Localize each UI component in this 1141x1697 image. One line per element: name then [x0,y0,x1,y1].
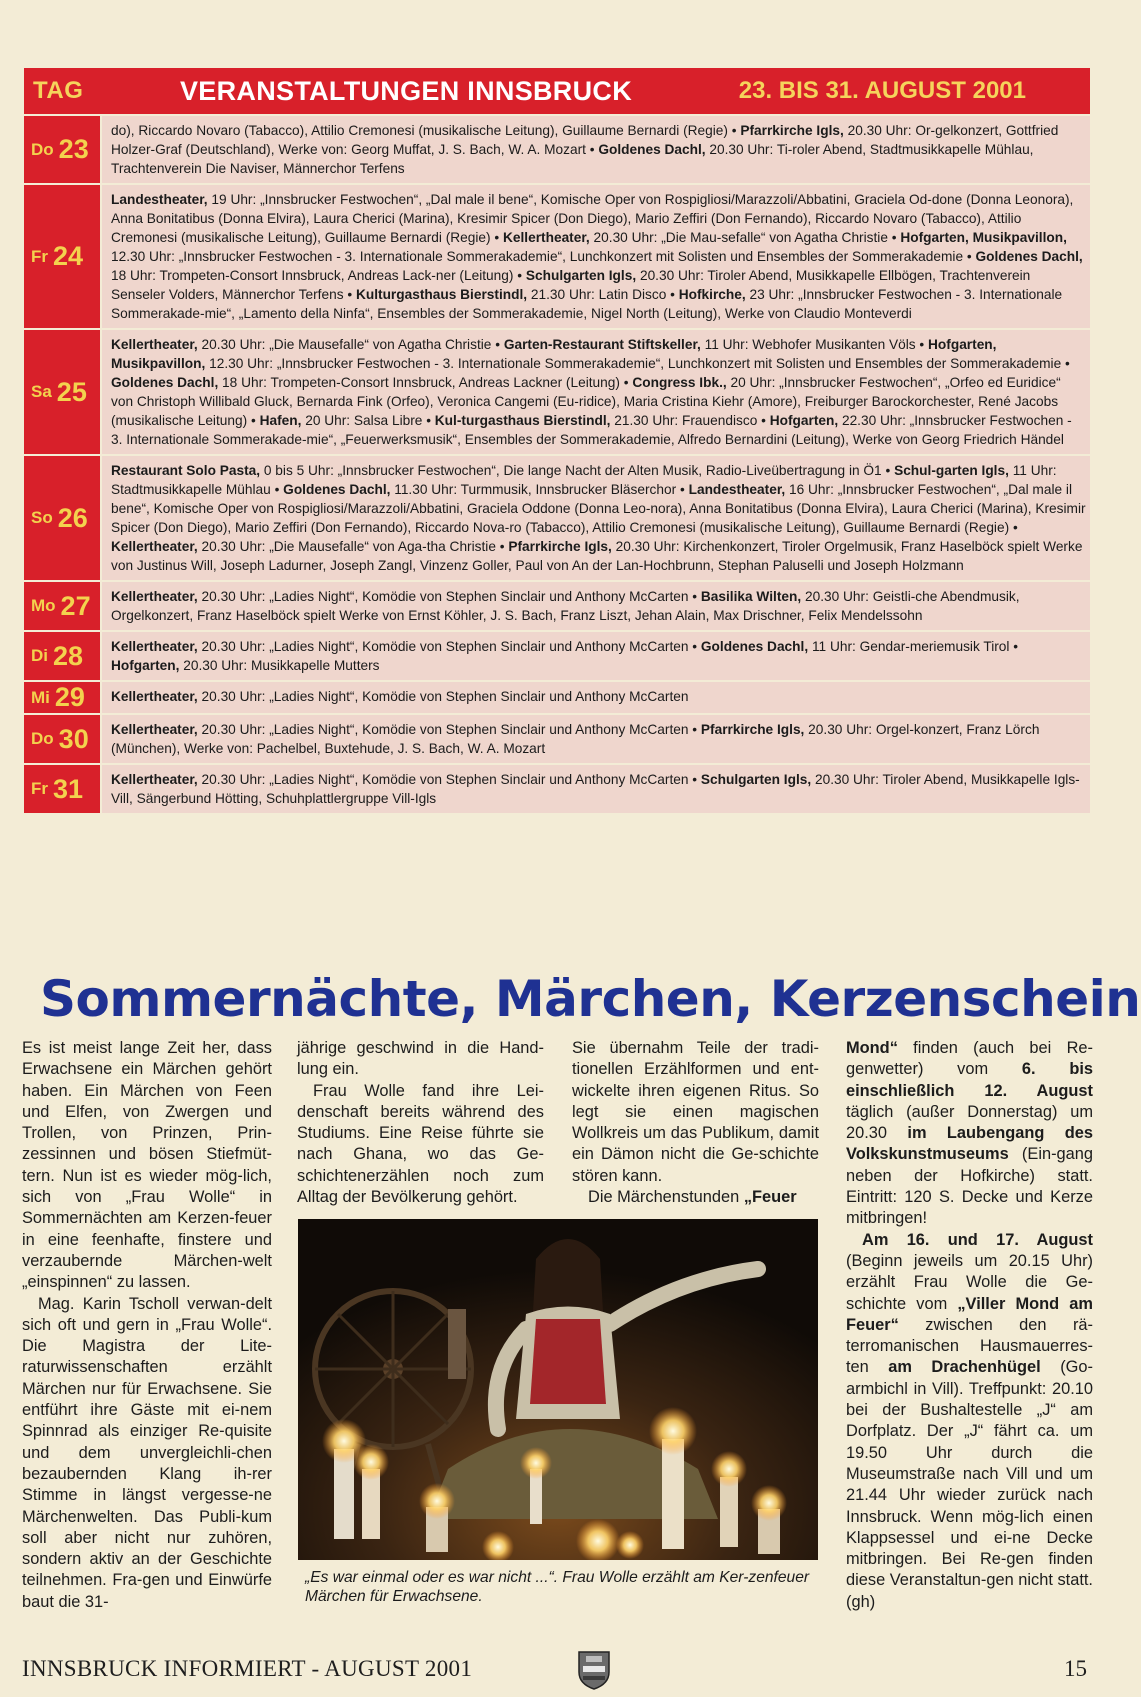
text-run: 11 Uhr: Webhofer Musikanten Völs • [700,337,929,352]
day-number: 26 [57,502,88,533]
event-row [24,630,1090,680]
venue-name: Hofgarten, [769,413,839,428]
day-number: 30 [58,723,89,754]
weekday-label: Fr [31,779,48,798]
venue-name: Kellertheater, [111,722,198,737]
venue-name: Landestheater, [688,482,786,497]
venue-name: Goldenes Dachl, [598,142,706,157]
venue-name: Hofkirche, [678,287,746,302]
venue-name: Basilika Wilten, [700,589,802,604]
article-column-4 [846,1038,1093,1613]
event-description [102,185,1090,328]
storyteller-photo-image [298,1219,818,1560]
venue-name: Kellertheater, [503,230,590,245]
text-run: 20.30 Uhr: Ti-roler Abend, Stadtmusikkapelle Mühlau, Trachtenverein Die Naviser, Männerchor Terfens [111,142,1034,176]
event-day-cell [24,682,100,713]
event-row [24,580,1090,630]
venue-name: Goldenes Dachl, [700,639,809,654]
event-description [102,632,1090,680]
text-run: (Ein-gang neben der Hofkirche) statt. Eintritt: 120 S. Decke und Kerze mitbringen! [846,1145,1093,1228]
event-description [102,456,1090,580]
footer-publication-title: INNSBRUCK INFORMIERT - AUGUST 2001 [22,1656,473,1681]
venue-name: Kellertheater, [111,337,198,352]
text-run: 18 Uhr: Trompeten-Consort Innsbruck, Andreas Lack-ner (Leitung) • [111,268,526,283]
venue-name: Am 16. und 17. August [862,1230,1093,1249]
venue-name: am Drachenhügel [888,1358,1041,1377]
text-run: 22.30 Uhr: „Innsbrucker Festwochen - 3. Internationale Sommerakade-mie“, „Feuerwerksmusik“, Ensembles der Sommerakademie, Alfredo Bernardini (Leitung), Werke von Georg Friedrich Händel [111,413,1072,447]
city-coat-of-arms-icon [577,1650,611,1690]
text-run: Es ist meist lange Zeit her, dass Erwachsene ein Märchen gehört haben. Ein Märchen von Feen und Elfen, von Zwergen und Trollen, von Prinzen, Prin-zessinnen und bösen Stiefmüt-tern. Nun ist es wieder mög-lich, sich von „Frau Wolle“ in Sommernächten am Kerzen-feuer in eine feenhafte, finstere und verzaubernde Märchen-welt „einspinnen“ zu lassen. [22,1039,272,1292]
article-paragraph [572,1187,819,1208]
photo-caption: „Es war einmal oder es war nicht ...“. Frau Wolle erzählt am Ker-zenfeuer Märchen für Erwachsene. [305,1569,810,1605]
event-day-cell [24,765,100,813]
venue-name: Schul-garten Igls, [894,463,1009,478]
venue-name: Hofgarten, Musikpavillon, [111,337,997,371]
venue-name: Goldenes Dachl, [283,482,391,497]
article-paragraph [846,1038,1093,1230]
day-number: 25 [56,376,87,407]
day-number: 23 [58,134,89,164]
text-run: 11 Uhr: Stadtmusikkapelle Mühlau • [111,463,1057,497]
article-paragraph [297,1038,544,1081]
article-paragraph [297,1081,544,1209]
venue-name: Hofgarten, [111,658,180,673]
venue-name: Goldenes Dachl, [111,375,219,390]
article-column-3 [572,1038,819,1208]
article-column-1 [22,1038,272,1613]
text-run: 20.30 Uhr: „Die Mausefalle“ von Aga-tha Christie • [197,539,509,554]
weekday-label: Do [31,139,54,159]
venue-name: Kellertheater, [111,539,198,554]
weekday-label: Do [31,729,54,748]
events-header [24,68,1090,114]
text-run: 20.30 Uhr: „Die Mau-sefalle“ von Agatha Christie • [589,230,901,245]
venue-name: Goldenes Dachl, [975,249,1083,264]
text-run: 12.30 Uhr: „Innsbrucker Festwochen - 3. Internationale Sommerakademie“, Lunchkonzert mit Solisten und Ensembles der Sommerakademie • [111,249,976,264]
text-run: Frau Wolle fand ihre Lei-denschaft bereits während des Studiums. Eine Reise führte sie nach Ghana, wo das Ge-schichtenerzählen noch zum Alltag der Bevölkerung gehört. [297,1081,544,1207]
article-paragraph [22,1038,272,1294]
day-number: 31 [53,773,84,804]
text-run: 21.30 Uhr: Latin Disco • [527,287,679,302]
venue-name: „Viller Mond am Feuer“ [846,1294,1093,1334]
weekday-label: Mo [31,596,56,615]
venue-name: Kellertheater, [111,589,198,604]
text-run: 20.30 Uhr: Musikkapelle Mutters [179,658,380,673]
venue-name: Pfarrkirche Igls, [508,539,612,554]
text-run: (Go-armbichl in Vill). Treffpunkt: 20.10 bei der Bushaltestelle „J“ am Dorfplatz. Der „J“ fährt ca. um 19.50 Uhr durch die Museumstraße nach Vill und um 21.44 Uhr wieder zurück nach Innsbruck. Wenn mög-lich einen Klappsessel und ei-ne Decke mitbringen. Bei Re-gen finden diese Veranstaltun-gen nicht statt. (gh) [846,1358,1093,1611]
event-day-cell [24,116,100,183]
venue-name: Schulgarten Igls, [525,268,637,283]
storyteller-photo [298,1219,818,1560]
article-paragraph [22,1294,272,1613]
event-day-cell [24,632,100,680]
text-run: 19 Uhr: „Innsbrucker Festwochen“, „Dal male il bene“, Komische Oper von Rospigliosi/Marazzoli/Abbatini, Graciela Od-done (Donna Leonora), Anna Bonitatibus (Donna Elvira), Laura Cherici (Marina), Kresimir Spicer (Don Diego), Mario Zeffiri (Don Fernando), Riccardo Novaro (Tabacco), Attilio Cremonesi (musikalische Leitung), Guillaume Bernardi (Regie) • [111,192,1074,245]
text-run: 11 Uhr: Gendar-meriemusik Tirol • [808,639,1019,654]
event-description [102,330,1090,454]
venue-name: Garten-Restaurant Stiftskeller, [503,337,701,352]
header-tag: TAG [33,77,84,104]
event-row [24,763,1090,813]
weekday-label: Di [31,646,48,665]
venue-name: Restaurant Solo Pasta, [111,463,261,478]
event-description [102,765,1090,813]
venue-name: Schulgarten Igls, [700,772,812,787]
event-row [24,328,1090,454]
venue-name: Mond“ [846,1039,898,1057]
text-run: jährige geschwind in die Hand-lung ein. [297,1039,544,1079]
text-run: 20.30 Uhr: Or-gelkonzert, Gottfried Holzer-Graf (Deutschland), Werke von: Georg Muffat, J. S. Bach, W. A. Mozart • [111,123,1059,157]
text-run: 18 Uhr: Trompeten-Consort Innsbruck, Andreas Lackner (Leitung) • [218,375,633,390]
article-paragraph [572,1038,819,1187]
text-run: 23 Uhr: „Innsbrucker Festwochen - 3. Internationale Sommerakade-mie“, „Lamento della Ninfa“, Ensembles der Sommerakademie, Nigel North (Leitung), Werke von Claudio Monteverdi [111,287,1063,321]
venue-name: Kul-turgasthaus Bierstindl, [434,413,611,428]
venue-name: Kellertheater, [111,772,198,787]
weekday-label: So [31,508,53,527]
header-title: VERANSTALTUNGEN INNSBRUCK [180,75,632,106]
text-run: täglich (außer Donnerstag) um 20.30 [846,1102,1093,1143]
text-run: 20.30 Uhr: „Ladies Night“, Komödie von Stephen Sinclair und Anthony McCarten • [197,589,701,604]
text-run: finden (auch bei Re-genwetter) vom [846,1039,1093,1079]
text-run: 20.30 Uhr: „Ladies Night“, Komödie von Stephen Sinclair und Anthony McCarten • [197,772,701,787]
venue-name: Kellertheater, [111,689,198,704]
text-run: do), Riccardo Novaro (Tabacco), Attilio Cremonesi (musikalische Leitung), Guillaume Bernardi (Regie) • [111,123,741,138]
day-number: 28 [53,640,84,671]
event-row [24,454,1090,580]
text-run: 20.30 Uhr: Tiroler Abend, Musikkapelle Igls-Vill, Sängerbund Hötting, Schuhplattlergruppe Vill-Igls [111,772,1080,806]
text-run: 20 Uhr: Salsa Libre • [301,413,435,428]
article-column-2 [297,1038,544,1208]
event-day-cell [24,185,100,328]
weekday-label: Mi [31,687,50,707]
article-headline: Sommernächte, Märchen, Kerzenschein [40,970,1141,1028]
header-dates: 23. BIS 31. AUGUST 2001 [738,77,1026,104]
text-run: Sie übernahm Teile der tradi-tionellen Erzählformen und ent-wickelte ihren eigenen Ritus. So legt sie einen magischen Wollkreis um das Publikum, damit ein Dämon nicht die Ge-schichte stören kann. [572,1039,819,1185]
text-run: 20.30 Uhr: Geistli-che Abendmusik, Orgelkonzert, Franz Haselböck spielt Werke von Ernst Köhler, J. S. Bach, Franz Liszt, Jehan Alain, Max Drischner, Felix Mendelssohn [111,589,1020,623]
text-run: 20.30 Uhr: „Ladies Night“, Komödie von Stephen Sinclair und Anthony McCarten • [197,722,701,737]
article-paragraph [846,1230,1093,1613]
venue-name: Hofgarten, Musikpavillon, [900,230,1067,245]
venue-name: Kulturgasthaus Bierstindl, [355,287,528,302]
text-run: Die Märchenstunden [588,1188,744,1207]
event-day-cell [24,456,100,580]
venue-name: Pfarrkirche Igls, [740,123,844,138]
event-rows [24,114,1090,813]
event-day-cell [24,715,100,763]
event-description [102,582,1090,630]
text-run: 11.30 Uhr: Turmmusik, Innsbrucker Bläserchor • [390,482,689,497]
text-run: 20.30 Uhr: Tiroler Abend, Musikkapelle Ellbögen, Trachtenverein Senseler Volders, Männerchor Terfens • [111,268,1031,302]
event-day-cell [24,582,100,630]
event-description [102,682,1090,713]
weekday-label: Sa [31,382,52,401]
event-description [102,715,1090,763]
venue-name: 6. bis einschließlich 12. August [846,1060,1094,1100]
text-run: (Beginn jeweils um 20.15 Uhr) erzählt Frau Wolle die Ge-schichte vom [846,1251,1093,1313]
text-run: 20.30 Uhr: Kirchenkonzert, Tiroler Orgelmusik, Franz Haselböck spielt Werke von Justinus Will, Joseph Ladurner, Joseph Zangl, Vinzenz Goller, Paul von An der Lan-Hochbrunn, Stephan Paluselli und Joseph Holzmann [111,539,1083,573]
text-run: 20.30 Uhr: „Ladies Night“, Komödie von Stephen Sinclair und Anthony McCarten [197,689,689,704]
venue-name: Hafen, [259,413,302,428]
text-run: 20.30 Uhr: „Die Mausefalle“ von Agatha Christie • [197,337,504,352]
text-run: 20.30 Uhr: Orgel-konzert, Franz Lörch (München), Werke von: Pachelbel, Buxtehude, J. S. Bach, W. A. Mozart [111,722,1040,756]
text-run: 12.30 Uhr: „Innsbrucker Festwochen - 3. Internationale Sommerakademie“, Lunchkonzert mit Solisten und Ensembles der Sommerakademie • [205,356,1070,371]
text-run: 20 Uhr: „Innsbrucker Festwochen“, „Orfeo ed Euridice“ von Christoph Willibald Gluck, Bernarda Fink (Orfeo), Veronica Cangemi (Eu-ridice), Maria Cristina Kiehr (Amore), Freiburger Barockorchester, René Jacobs (musikalische Leitung) • [111,375,1061,428]
page-number: 15 [1064,1656,1087,1681]
venue-name: Kellertheater, [111,639,198,654]
event-row [24,680,1090,713]
text-run: Mag. Karin Tscholl verwan-delt sich oft und gern in „Frau Wolle“. Die Magistra der Lite-raturwissenschaften erzählt Märchen nur für Erwachsene. Sie entführt ihre Gäste mit ei-nem Spinnrad als einziger Re-quisite und dem unvergleichli-chen bezaubernden Klang ih-rer Stimme in längst vergesse-ne Märchenwelten. Das Publi-kum soll aber nicht nur zuhören, sondern aktiv an der Geschichte teilnehmen. Fra-gen und Einwürfe baut die 31- [22,1294,272,1611]
text-run: 0 bis 5 Uhr: „Innsbrucker Festwochen“, Die lange Nacht der Alten Musik, Radio-Liveübertragung in Ö1 • [260,463,895,478]
event-row [24,183,1090,328]
day-number: 27 [60,590,91,621]
events-table [24,68,1090,813]
text-run: 16 Uhr: „Innsbrucker Festwochen“, „Dal male il bene“, Komische Oper von Rospigliosi/Marazzoli/Abbatini, Graciela Oddone (Donna Leo-nora), Anna Bonitatibus (Donna Elvira), Laura Cherici (Marina), Kresimir Spicer (Don Diego), Mario Zeffiri (Don Fernando), Riccardo Nova-ro (Tabacco), Attilio Cremonesi (musikalische Leitung), Guillaume Bernardi (Regie) • [111,482,1086,535]
event-row [24,713,1090,763]
venue-name: Congress Ibk., [632,375,727,390]
text-run: zwischen den rä-terromanischen Hausmauerres-ten [846,1315,1093,1377]
day-number: 24 [53,241,84,271]
event-day-cell [24,330,100,454]
day-number: 29 [54,682,85,712]
venue-name: „Feuer [743,1188,797,1207]
text-run: 20.30 Uhr: „Ladies Night“, Komödie von Stephen Sinclair und Anthony McCarten • [197,639,701,654]
weekday-label: Fr [31,246,48,266]
venue-name: Landestheater, [111,192,208,207]
venue-name: im Laubengang des Volkskunstmuseums [846,1124,1093,1164]
venue-name: Pfarrkirche Igls, [700,722,805,737]
event-row [24,114,1090,183]
event-description [102,116,1090,183]
text-run: 21.30 Uhr: Frauendisco • [610,413,770,428]
